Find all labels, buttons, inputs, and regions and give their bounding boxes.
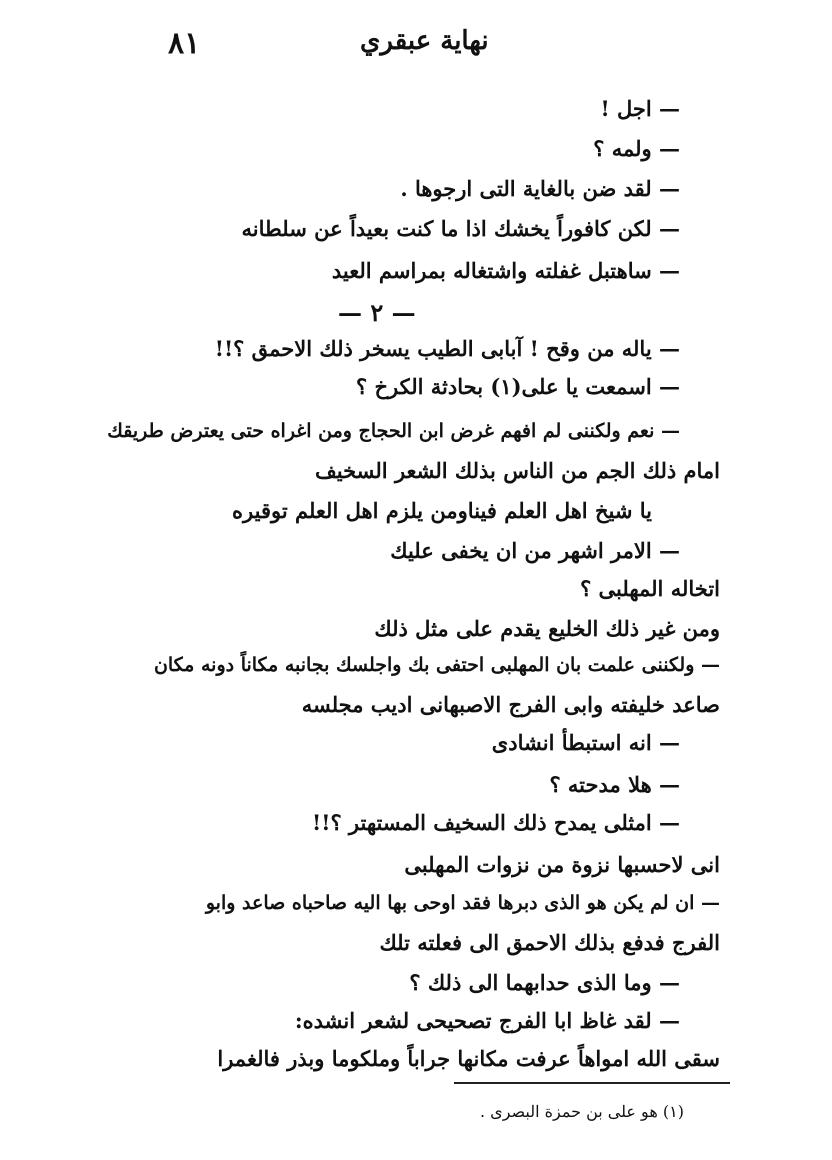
running-title: نهاية عبقري bbox=[360, 26, 489, 56]
text-line: — ولكننى علمت بان المهلبى احتفى بك واجلسك بجانبه مكاناً دونه مكان bbox=[153, 654, 720, 676]
page-number: ٨١ bbox=[168, 26, 201, 61]
text-line: اتخاله المهلبى ؟ bbox=[580, 576, 720, 601]
text-line: — انه استبطأ انشادى bbox=[491, 730, 680, 755]
text-line: — امثلى يمدح ذلك السخيف المستهتر ؟!! bbox=[312, 810, 680, 835]
text-line: امام ذلك الجم من الناس بذلك الشعر السخيف bbox=[315, 458, 720, 483]
text-line: — ساهتبل غفلته واشتغاله بمراسم العيد bbox=[331, 258, 680, 283]
verse-line: يا شيخ اهل العلم فيناومن يلزم اهل العلم توقيره bbox=[232, 498, 652, 523]
footnote: (١) هو على بن حمزة البصرى . bbox=[480, 1102, 684, 1121]
text-line: — هلا مدحته ؟ bbox=[549, 772, 680, 797]
text-line: الفرج فدفع بذلك الاحمق الى فعلته تلك bbox=[379, 930, 720, 955]
text-line: ومن غير ذلك الخليع يقدم على مثل ذلك bbox=[374, 616, 720, 641]
text-line: — ان لم يكن هو الذى دبرها فقد اوحى بها اليه صاحباه صاعد وابو bbox=[205, 892, 720, 914]
section-number: — ٢ — bbox=[338, 298, 416, 327]
footnote-divider bbox=[454, 1082, 730, 1084]
verse-line: سقى الله امواهاً عرفت مكانها جراباً وملكوما وبذر فالغمرا bbox=[217, 1046, 720, 1071]
text-line: — الامر اشهر من ان يخفى عليك bbox=[390, 538, 680, 563]
text-line: — اسمعت يا على(١) بحادثة الكرخ ؟ bbox=[356, 374, 680, 399]
text-line: انى لاحسبها نزوة من نزوات المهلبى bbox=[404, 852, 720, 877]
text-line: — لكن كافوراً يخشك اذا ما كنت بعيداً عن سلطانه bbox=[241, 216, 680, 241]
text-line: — نعم ولكننى لم افهم غرض ابن الحجاج ومن اغراه حتى يعترض طريقك bbox=[107, 420, 680, 442]
text-line: — اجل ! bbox=[600, 96, 680, 121]
text-line: — ياله من وقح ! آبابى الطيب يسخر ذلك الاحمق ؟!! bbox=[214, 336, 680, 361]
text-line: — لقد ضن بالغاية التى ارجوها . bbox=[400, 176, 680, 201]
text-line: — لقد غاظ ابا الفرج تصحيحى لشعر انشده: bbox=[294, 1008, 680, 1033]
text-line: — وما الذى حدابهما الى ذلك ؟ bbox=[409, 970, 680, 995]
text-line: صاعد خليفته وابى الفرج الاصبهانى اديب مجلسه bbox=[301, 692, 720, 717]
text-line: — ولمه ؟ bbox=[593, 136, 680, 161]
